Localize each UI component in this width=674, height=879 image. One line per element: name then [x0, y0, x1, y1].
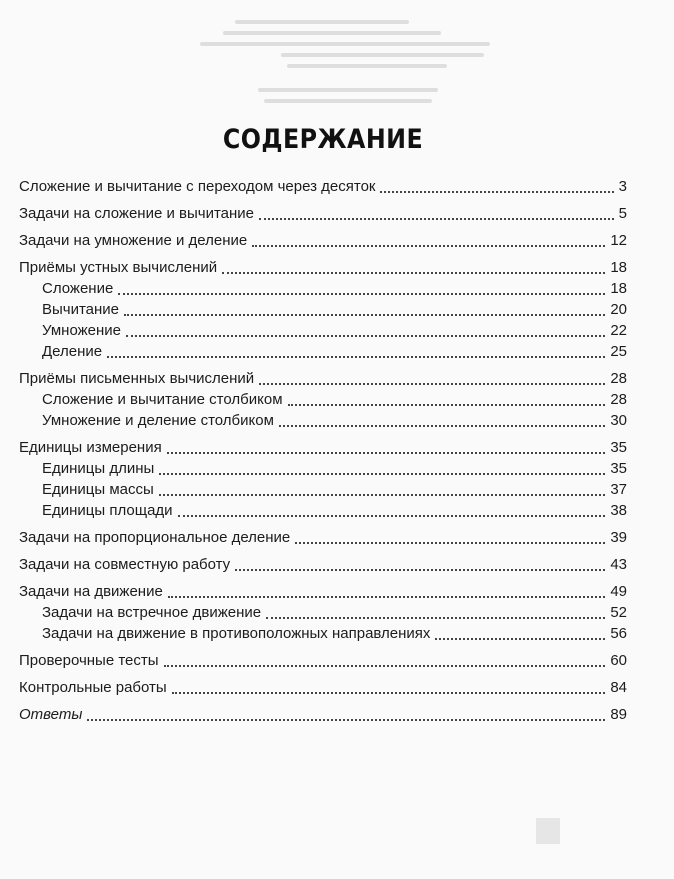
toc-page-number: 49 [610, 583, 627, 600]
toc-entry-title: Сложение и вычитание с переходом через десяток [19, 178, 376, 195]
toc-entry-title: Задачи на встречное движение [42, 604, 262, 621]
toc-page-number: 43 [610, 556, 627, 573]
dot-leader [167, 452, 606, 454]
toc-page-number: 52 [610, 604, 627, 621]
toc-page-number: 25 [610, 343, 627, 360]
toc-subentry [19, 602, 627, 623]
dot-leader [107, 356, 605, 358]
dot-leader [168, 596, 606, 598]
toc-entry [19, 704, 627, 725]
toc-entry-title: Проверочные тесты [19, 652, 159, 669]
dot-leader [279, 425, 605, 427]
toc-subentry [19, 623, 627, 644]
toc-entry-title: Приёмы письменных вычислений [19, 370, 255, 387]
toc-entry-title: Контрольные работы [19, 679, 167, 696]
dot-leader [126, 335, 605, 337]
toc-page-number: 38 [610, 502, 627, 519]
dot-leader [118, 293, 605, 295]
toc-page-number: 18 [610, 280, 627, 297]
toc-page-number: 3 [618, 178, 627, 195]
toc-entry-title: Задачи на движение [19, 583, 163, 600]
toc-entry [19, 677, 627, 698]
toc-entry-title: Единицы измерения [19, 439, 162, 456]
toc-entry [19, 437, 627, 458]
toc-entry [19, 581, 627, 602]
dot-leader [380, 191, 613, 193]
toc-entry [19, 527, 627, 548]
toc-page-number: 12 [610, 232, 627, 249]
toc-page-number: 35 [610, 460, 627, 477]
toc-subentry [19, 389, 627, 410]
dot-leader [159, 494, 606, 496]
toc-page-number: 84 [610, 679, 627, 696]
toc-entry-title: Единицы площади [42, 502, 173, 519]
dot-leader [222, 272, 605, 274]
scan-artifact [536, 818, 560, 844]
toc-page-number: 56 [610, 625, 627, 642]
toc-subentry [19, 299, 627, 320]
dot-leader [266, 617, 605, 619]
toc-subentry [19, 479, 627, 500]
dot-leader [87, 719, 605, 721]
dot-leader [252, 245, 605, 247]
toc-entry-title: Сложение [42, 280, 114, 297]
toc-entry [19, 203, 627, 224]
page-title: СОДЕРЖАНИЕ [222, 124, 424, 155]
dot-leader [259, 383, 605, 385]
toc-page-number: 60 [610, 652, 627, 669]
toc-entry-title: Задачи на движение в противоположных направлениях [42, 625, 431, 642]
toc-entry-title: Вычитание [42, 301, 120, 318]
toc-page-number: 18 [610, 259, 627, 276]
toc-entry [19, 176, 627, 197]
toc-entry-title: Задачи на совместную работу [19, 556, 231, 573]
toc-page-number: 39 [610, 529, 627, 546]
toc-page-number: 22 [610, 322, 627, 339]
toc-entry-title: Задачи на пропорциональное деление [19, 529, 291, 546]
dot-leader [164, 665, 606, 667]
toc-entry [19, 554, 627, 575]
toc-entry [19, 368, 627, 389]
bleed-through-text [200, 20, 490, 130]
toc-entry [19, 650, 627, 671]
toc-entry-title: Сложение и вычитание столбиком [42, 391, 283, 408]
dot-leader [288, 404, 606, 406]
dot-leader [295, 542, 605, 544]
toc-page-number: 35 [610, 439, 627, 456]
toc-page-number: 5 [618, 205, 627, 222]
table-of-contents [19, 176, 627, 725]
toc-entry-title: Задачи на сложение и вычитание [19, 205, 255, 222]
dot-leader [124, 314, 605, 316]
toc-subentry [19, 341, 627, 362]
dot-leader [435, 638, 605, 640]
toc-entry-title: Умножение и деление столбиком [42, 412, 274, 429]
dot-leader [235, 569, 605, 571]
toc-page-number: 37 [610, 481, 627, 498]
toc-page-number: 28 [610, 370, 627, 387]
dot-leader [172, 692, 606, 694]
dot-leader [178, 515, 606, 517]
toc-entry [19, 257, 627, 278]
toc-subentry [19, 410, 627, 431]
toc-entry-title: Умножение [42, 322, 122, 339]
dot-leader [159, 473, 605, 475]
dot-leader [259, 218, 614, 220]
toc-entry-title: Деление [42, 343, 103, 360]
toc-subentry [19, 458, 627, 479]
toc-entry-title: Единицы длины [42, 460, 155, 477]
toc-page-number: 30 [610, 412, 627, 429]
toc-page-number: 20 [610, 301, 627, 318]
toc-page-number: 28 [610, 391, 627, 408]
toc-entry-title: Ответы [19, 706, 83, 723]
toc-entry-title: Единицы массы [42, 481, 154, 498]
toc-page-number: 89 [610, 706, 627, 723]
toc-subentry [19, 320, 627, 341]
toc-entry-title: Приёмы устных вычислений [19, 259, 218, 276]
toc-subentry [19, 500, 627, 521]
toc-subentry [19, 278, 627, 299]
toc-entry [19, 230, 627, 251]
toc-entry-title: Задачи на умножение и деление [19, 232, 248, 249]
